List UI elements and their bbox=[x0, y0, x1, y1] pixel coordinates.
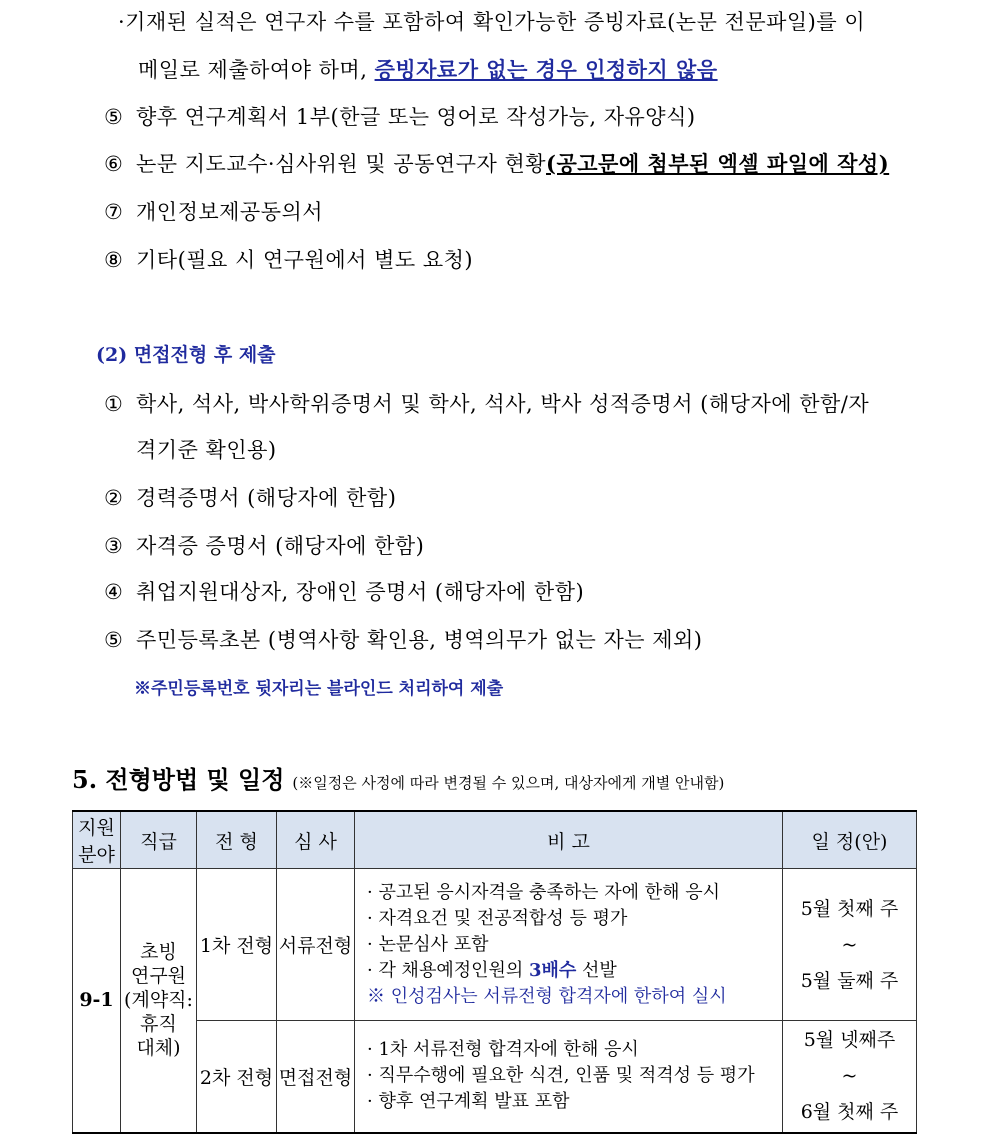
remark-line: · 자격요건 및 전공적합성 등 평가 bbox=[367, 907, 628, 929]
intro-line-2 bbox=[138, 54, 718, 84]
table-header-row bbox=[73, 811, 917, 869]
item-text: 기타(필요 시 연구원에서 별도 요청) bbox=[136, 248, 474, 272]
item-number: ⑦ bbox=[104, 200, 124, 224]
list-item bbox=[104, 388, 869, 418]
intro-line-2-text: 메일로 제출하여야 하며, bbox=[138, 58, 375, 82]
list-item bbox=[104, 196, 323, 226]
remark-line: · 직무수행에 필요한 식견, 인품 및 적격성 등 평가 bbox=[367, 1065, 755, 1087]
note: ※주민등록번호 뒷자리는 블라인드 처리하여 제출 bbox=[134, 679, 504, 699]
remark-line: · 논문심사 포함 bbox=[367, 933, 489, 955]
review-cell: 면접전형 bbox=[277, 1021, 355, 1133]
item-number: ② bbox=[104, 486, 124, 510]
remark-line: · 1차 서류전형 합격자에 한해 응시 bbox=[367, 1039, 639, 1061]
list-item bbox=[104, 576, 584, 606]
section-title: 5. 전형방법 및 일정 bbox=[72, 765, 285, 794]
header-schedule: 일 정(안) bbox=[783, 811, 917, 869]
item-number: ⑥ bbox=[104, 152, 124, 176]
remark-emphasis: 3배수 bbox=[529, 959, 577, 981]
schedule-line: ~ bbox=[841, 1065, 858, 1088]
schedule-line: ~ bbox=[841, 933, 858, 956]
list-item bbox=[104, 624, 702, 654]
item-number: ③ bbox=[104, 534, 124, 558]
stage-cell: 2차 전형 bbox=[197, 1021, 277, 1133]
list-item bbox=[104, 244, 473, 274]
subheading: (2) 면접전형 후 제출 bbox=[96, 344, 276, 366]
item-emphasis: (공고문에 첨부된 엑셀 파일에 작성) bbox=[546, 151, 890, 176]
item-number: ⑤ bbox=[104, 628, 124, 652]
item-text: 개인정보제공동의서 bbox=[136, 200, 324, 224]
item-text: 취업지원대상자, 장애인 증명서 (해당자에 한함) bbox=[136, 580, 585, 604]
item-text: 향후 연구계획서 1부(한글 또는 영어로 작성가능, 자유양식) bbox=[136, 105, 696, 129]
header-stage: 전 형 bbox=[197, 811, 277, 869]
remark-text: 선발 bbox=[576, 959, 617, 981]
list-item bbox=[104, 482, 396, 512]
item-number: ④ bbox=[104, 580, 124, 604]
intro-line-1: ·기재된 실적은 연구자 수를 포함하여 확인가능한 증빙자료(논문 전문파일)를 이 bbox=[118, 10, 866, 34]
table-row bbox=[73, 869, 917, 1021]
list-item bbox=[104, 148, 889, 178]
remark-text: · 각 채용예정인원의 bbox=[367, 959, 529, 981]
header-field-line2: 분야 bbox=[78, 844, 115, 866]
item-text: 학사, 석사, 박사학위증명서 및 학사, 석사, 박사 성적증명서 (해당자에 한함/자 bbox=[136, 392, 870, 416]
header-position: 직급 bbox=[121, 811, 197, 869]
header-field-line1: 지원 bbox=[78, 817, 115, 839]
remark-note: ※ 인성검사는 서류전형 합격자에 한하여 실시 bbox=[367, 985, 727, 1007]
header-remarks: 비 고 bbox=[355, 811, 783, 869]
position-line: 휴직 bbox=[140, 1013, 177, 1036]
item-number: ⑤ bbox=[104, 105, 124, 129]
position-cell bbox=[121, 869, 197, 1133]
remark-line: · 공고된 응시자격을 충족하는 자에 한해 응시 bbox=[367, 881, 721, 903]
item-text: 주민등록초본 (병역사항 확인용, 병역의무가 없는 자는 제외) bbox=[136, 628, 703, 652]
header-review: 심 사 bbox=[277, 811, 355, 869]
schedule-line: 5월 넷째주 bbox=[803, 1029, 896, 1052]
item-text: 경력증명서 (해당자에 한함) bbox=[136, 486, 397, 510]
item-number: ⑧ bbox=[104, 248, 124, 272]
item-text: 논문 지도교수·심사위원 및 공동연구자 현황 bbox=[136, 152, 547, 176]
position-line: 초빙 bbox=[140, 941, 177, 964]
intro-emphasis: 증빙자료가 없는 경우 인정하지 않음 bbox=[374, 57, 718, 82]
header-field bbox=[73, 811, 121, 869]
schedule-line: 5월 첫째 주 bbox=[800, 897, 899, 920]
remarks-cell bbox=[355, 869, 783, 1021]
field-cell: 9-1 bbox=[73, 869, 121, 1133]
schedule-line: 6월 첫째 주 bbox=[800, 1101, 899, 1124]
remark-line: · 향후 연구계획 발표 포함 bbox=[367, 1091, 570, 1113]
item-number: ① bbox=[104, 392, 124, 416]
review-cell: 서류전형 bbox=[277, 869, 355, 1021]
table-row bbox=[73, 1021, 917, 1133]
item-text: 자격증 증명서 (해당자에 한함) bbox=[136, 534, 425, 558]
section-5-heading bbox=[72, 760, 724, 795]
position-line: 연구원 bbox=[130, 965, 187, 988]
list-item bbox=[104, 101, 696, 131]
schedule-table bbox=[72, 810, 917, 1134]
remarks-cell bbox=[355, 1021, 783, 1133]
schedule-cell bbox=[783, 869, 917, 1021]
section-remark: (※일정은 사정에 따라 변경될 수 있으며, 대상자에게 개별 안내함) bbox=[292, 774, 725, 792]
remark-line bbox=[367, 958, 782, 984]
position-line: 대체) bbox=[136, 1037, 181, 1060]
stage-cell: 1차 전형 bbox=[197, 869, 277, 1021]
schedule-cell bbox=[783, 1021, 917, 1133]
position-line: (계약직: bbox=[124, 989, 193, 1012]
list-item-continuation: 격기준 확인용) bbox=[136, 438, 277, 462]
list-item bbox=[104, 530, 424, 560]
schedule-line: 5월 둘째 주 bbox=[800, 969, 899, 992]
